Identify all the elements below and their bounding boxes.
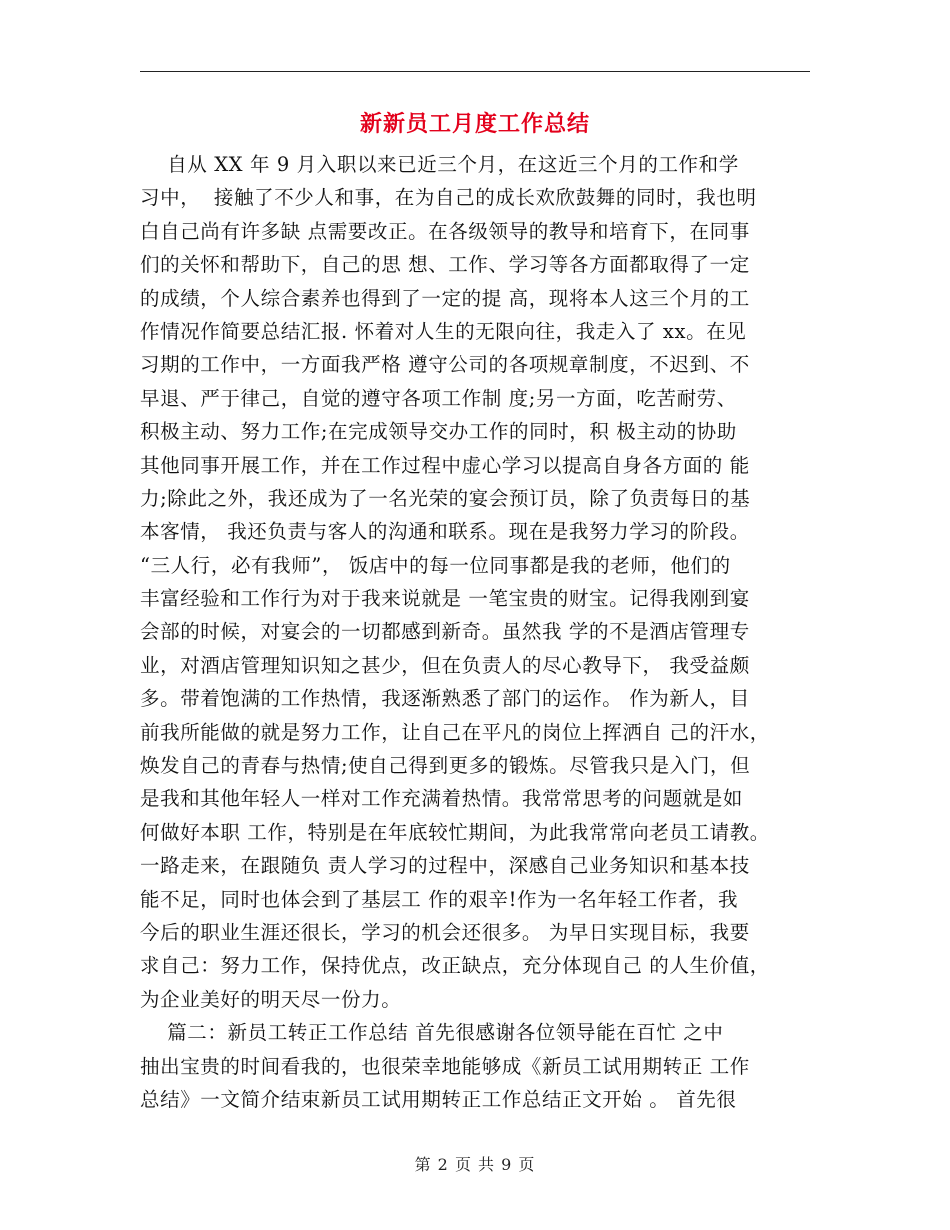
body-line: 是我和其他年轻人一样对工作充满着热情。我常常思考的问题就是如 [140, 787, 744, 811]
body-line: 多。带着饱满的工作热情，我逐渐熟悉了部门的运作。 作为新人，目 [140, 687, 750, 711]
body-line: 能不足，同时也体会到了基层工 作的艰辛!作为一名年轻工作者，我 [140, 887, 739, 911]
body-line: 业，对酒店管理知识知之甚少，但在负责人的尽心教导下， 我受益颇 [140, 653, 750, 677]
document-body [140, 148, 820, 1116]
body-line: 作情况作简要总结汇报. 怀着对人生的无限向往，我走入了 xx。在见 [140, 319, 747, 343]
body-line: 们的关怀和帮助下，自己的思 想、工作、学习等各方面都取得了一定 [140, 253, 750, 277]
body-line: 今后的职业生涯还很长，学习的机会还很多。 为早日实现目标，我要 [140, 920, 750, 944]
body-line: 焕发自己的青春与热情;使自己得到更多的锻炼。尽管我只是入门，但 [140, 754, 751, 778]
body-line: 为企业美好的明天尽一份力。 [140, 987, 402, 1011]
body-line: 习中， 接触了不少人和事，在为自己的成长欢欣鼓舞的同时，我也明 [140, 186, 757, 210]
body-line: 的成绩，个人综合素养也得到了一定的提 高，现将本人这三个月的工 [140, 286, 750, 310]
page-number-footer: 第 2 页 共 9 页 [414, 1155, 536, 1174]
body-line: 会部的时候，对宴会的一切都感到新奇。虽然我 学的不是酒店管理专 [140, 620, 750, 644]
body-line: 丰富经验和工作行为对于我来说就是 一笔宝贵的财宝。记得我刚到宴 [140, 587, 750, 611]
body-line: 求自己：努力工作，保持优点，改正缺点，充分体现自己 的人生价值， [140, 954, 770, 978]
document-title: 新新员工月度工作总结 [359, 111, 590, 137]
body-line: 篇二：新员工转正工作总结 首先很感谢各位领导能在百忙 之中 [140, 1021, 724, 1045]
body-line: 自从 XX 年 9 月入职以来已近三个月，在这近三个月的工作和学 [140, 153, 739, 176]
body-line: 白自己尚有许多缺 点需要改正。在各级领导的教导和培育下，在同事 [140, 219, 750, 243]
body-line: 早退、严于律己，自觉的遵守各项工作制 度;另一方面，吃苦耐劳、 [140, 386, 737, 410]
body-line: 抽出宝贵的时间看我的，也很荣幸地能够成《新员工试用期转正 工作 [140, 1054, 750, 1078]
body-line: 本客情， 我还负责与客人的沟通和联系。现在是我努力学习的阶段。 [140, 520, 750, 544]
body-line: 总结》一文简介结束新员工试用期转正工作总结正文开始 。 首先很 [140, 1087, 737, 1111]
body-line: 其他同事开展工作，并在工作过程中虚心学习以提高自身各方面的 能 [140, 453, 750, 477]
body-line: 习期的工作中，一方面我严格 遵守公司的各项规章制度，不迟到、不 [140, 353, 750, 377]
body-line: “三人行，必有我师”， 饭店中的每一位同事都是我的老师，他们的 [140, 553, 731, 577]
header-rule [140, 71, 810, 72]
body-line: 一路走来，在跟随负 责人学习的过程中，深感自己业务知识和基本技 [140, 854, 750, 878]
body-line: 何做好本职 工作，特别是在年底较忙期间，为此我常常向老员工请教。 [140, 820, 770, 844]
body-line: 前我所能做的就是努力工作，让自己在平凡的岗位上挥洒自 己的汗水， [140, 720, 770, 744]
body-line: 力;除此之外，我还成为了一名光荣的宴会预订员，除了负责每日的基 [140, 486, 751, 510]
body-line: 积极主动、努力工作;在完成领导交办工作的同时，积 极主动的协助 [140, 420, 737, 444]
